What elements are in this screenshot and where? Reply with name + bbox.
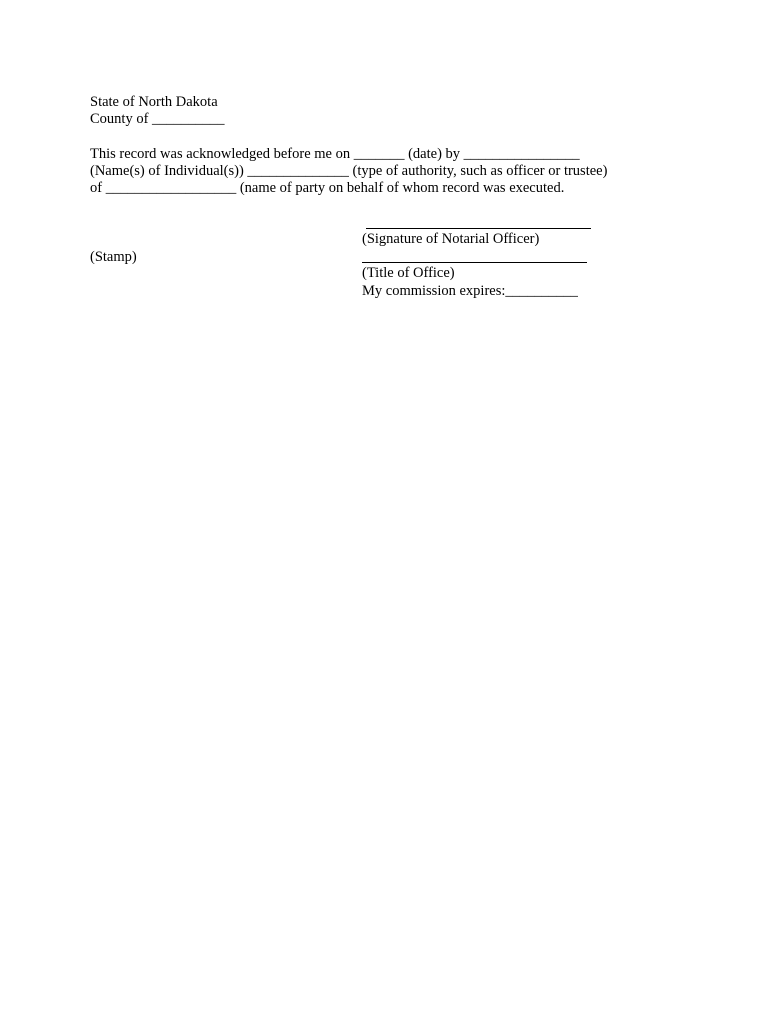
signature-rule [366,228,591,229]
acknowledgment-line-1: This record was acknowledged before me on _______ (date) by ________________ [90,146,580,162]
state-line: State of North Dakota [90,94,218,110]
title-label: (Title of Office) [362,265,455,281]
county-line: County of __________ [90,111,225,127]
commission-line: My commission expires:__________ [362,283,578,299]
acknowledgment-line-2: (Name(s) of Individual(s)) ______________ (type of authority, such as officer or trustee) [90,163,608,179]
acknowledgment-line-3: of __________________ (name of party on behalf of whom record was executed. [90,180,565,196]
signature-label: (Signature of Notarial Officer) [362,231,540,247]
stamp-label: (Stamp) [90,249,137,265]
title-rule [362,262,587,263]
